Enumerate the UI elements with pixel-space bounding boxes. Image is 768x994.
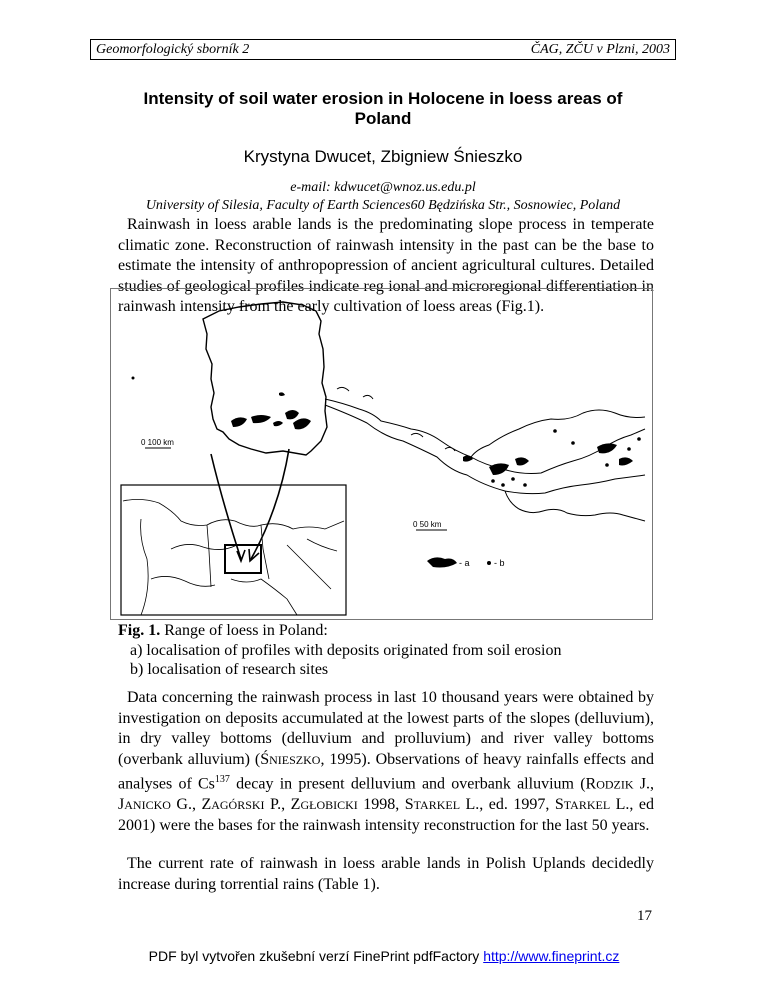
research-site-dot bbox=[637, 437, 641, 441]
paper-title bbox=[90, 89, 676, 129]
loess-patch bbox=[489, 463, 509, 475]
map-point bbox=[132, 377, 135, 380]
figure-1 bbox=[110, 288, 653, 620]
loess-patch bbox=[285, 410, 299, 419]
figure-caption bbox=[118, 621, 654, 680]
arrow-left bbox=[211, 454, 241, 559]
paragraph-current-rate: The current rate of rainwash in loess arable lands in Polish Uplands decidedly increase during torrential rains (Table 1). bbox=[118, 855, 654, 893]
paragraph-data: Data concerning the rainwash process in last 10 thousand years were obtained by investigation on deposits accumulated at the lowest parts of the slopes (delluvium), in dry valley bottoms (delluvium and prolluvium) and river valley bottoms (overbank alluvium) (ŚNIESZKO, 1995). Observations of heavy rainfalls effects and analyses of Cs$^{137}$ decay in present delluvium and overbank alluvium (RODZIK J., JANICKO G., ZAGÓRSKI P., ZGŁOBICKI 1998, STARKEL L., ed. 1997, STARKEL L., ed 2001) were the bases for the rainwash intensity reconstruction for the last 50 years. bbox=[118, 689, 655, 834]
loess-patch bbox=[619, 457, 633, 465]
footer-link[interactable]: http://www.fineprint.cz bbox=[483, 948, 620, 964]
author-email: e-mail: kdwucet@wnoz.us.edu.pl bbox=[290, 180, 476, 195]
loess-patch bbox=[515, 457, 529, 465]
scale-left: 0 100 km bbox=[141, 438, 174, 447]
detail-outline bbox=[325, 387, 645, 521]
research-site-dot bbox=[523, 483, 527, 487]
research-site-dot bbox=[627, 447, 631, 451]
research-site-dot bbox=[553, 429, 557, 433]
page-number: 17 bbox=[637, 908, 652, 924]
scale-right: 0 50 km bbox=[413, 520, 442, 529]
caption-item-a: a) localisation of profiles with deposits originated from soil erosion bbox=[130, 641, 562, 659]
caption-item-b: b) localisation of research sites bbox=[130, 661, 329, 678]
journal-name: Geomorfologický sborník 2 bbox=[96, 42, 250, 57]
running-header bbox=[90, 39, 676, 60]
loess-patch bbox=[279, 392, 285, 396]
title-line-2: Poland bbox=[354, 109, 412, 128]
loess-patch bbox=[293, 418, 311, 429]
authors: Krystyna Dwucet, Zbigniew Śnieszko bbox=[243, 147, 523, 166]
research-site-dot bbox=[501, 483, 505, 487]
publisher-year: ČAG, ZČU v Plzni, 2003 bbox=[530, 42, 670, 57]
legend-symbol-b bbox=[487, 561, 491, 565]
research-site-dot bbox=[491, 479, 495, 483]
legend-b: - b bbox=[494, 558, 505, 568]
research-site-dot bbox=[511, 477, 515, 481]
footer-text: PDF byl vytvořen zkušební verzí FinePrint pdfFactory bbox=[148, 948, 484, 964]
legend-symbol-a bbox=[427, 557, 457, 567]
pdf-footer bbox=[0, 948, 768, 964]
caption-text: Range of loess in Poland: bbox=[160, 622, 328, 639]
research-site-dot bbox=[605, 463, 609, 467]
europe-inset bbox=[121, 485, 346, 615]
arrow-right bbox=[251, 449, 289, 559]
europe-borders bbox=[123, 499, 344, 615]
research-site-dot bbox=[571, 441, 575, 445]
paragraph-intro: Rainwash in loess arable lands is the predominating slope process in temperate climatic zone. Reconstruction of rainwash intensity in the past can be the base to estimate the intensity of anthropopression of ancient agricultural cultures. Detailed studies of geological profiles indicate reg ional and microregional differentiation in rainwash intensity from the early cultivation of loess areas (Fig.1). bbox=[118, 216, 654, 316]
legend-a: - a bbox=[459, 558, 470, 568]
loess-patch bbox=[597, 443, 617, 453]
loess-map-figure bbox=[111, 289, 654, 621]
loess-patch bbox=[231, 417, 247, 427]
title-line-1: Intensity of soil water erosion in Holocene in loess areas of bbox=[143, 89, 623, 108]
caption-label: Fig. 1. bbox=[118, 622, 161, 639]
loess-patch bbox=[251, 415, 271, 423]
affiliation: University of Silesia, Faculty of Earth Sciences60 Będzińska Str., Sosnowiec, Poland bbox=[145, 198, 621, 213]
poland-outline bbox=[203, 302, 327, 455]
loess-patch bbox=[273, 421, 283, 426]
